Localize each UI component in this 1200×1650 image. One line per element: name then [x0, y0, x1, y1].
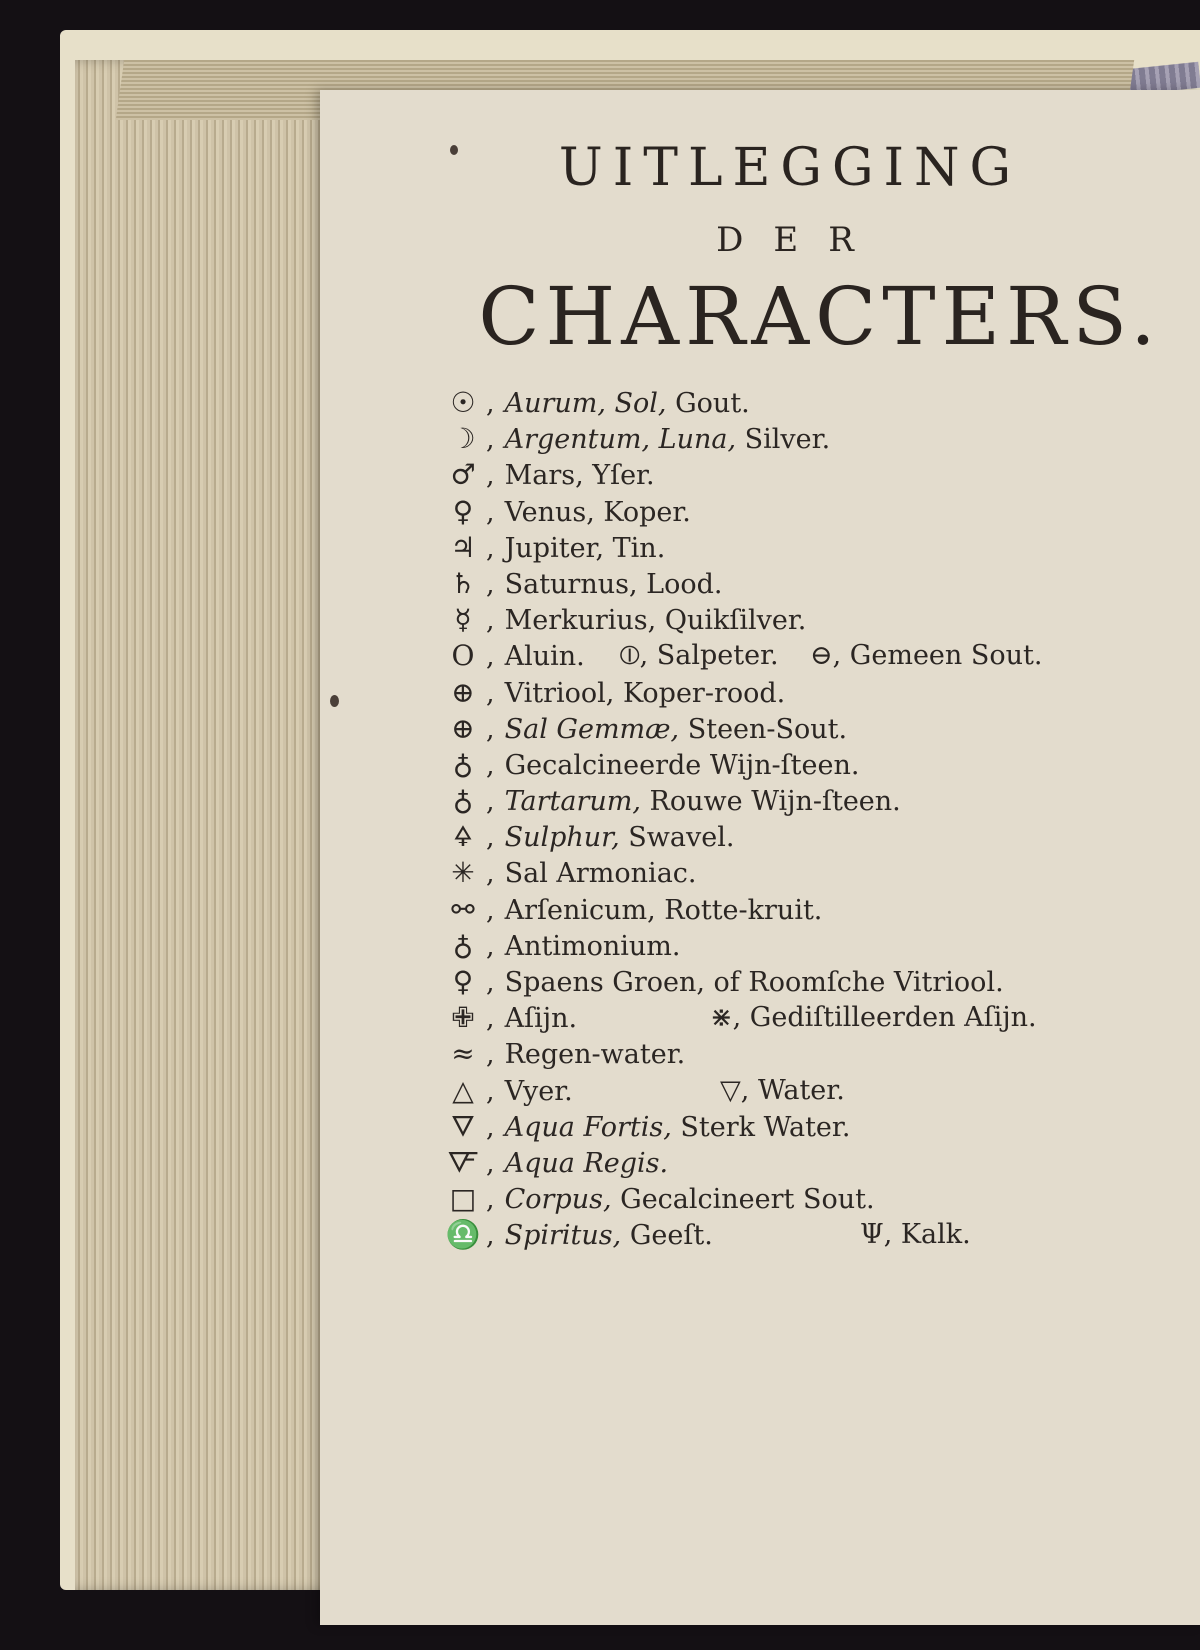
- dutch-name: Jupiter, Tin.: [504, 532, 666, 564]
- dutch-name: Arſenicum, Rotte-kruit.: [504, 894, 823, 926]
- title-line-2: DER: [716, 220, 884, 260]
- dutch-name: Rouwe Wijn-ſteen.: [649, 786, 901, 818]
- alchemical-symbol-icon: ☿: [454, 603, 472, 637]
- alchemical-symbol-icon: ≈: [451, 1037, 475, 1071]
- secondary-entry: ⋇, Gediſtilleerden Aſijn.: [710, 1002, 1037, 1034]
- list-item: ✙ , Aſijn. ⋇, Gediſtilleerden Aſijn.: [440, 1000, 1200, 1036]
- list-item: ♄ , Saturnus, Lood.: [440, 566, 1200, 602]
- dutch-name: Gout.: [675, 388, 750, 419]
- latin-name: Aqua Regis.: [504, 1147, 669, 1179]
- list-item: ♁ , Tartarum, Rouwe Wijn-ſteen.: [440, 783, 1200, 819]
- dutch-name: Venus, Koper.: [504, 496, 691, 528]
- alchemical-symbol-icon: ✙: [451, 1001, 475, 1035]
- alchemical-symbol-icon: ⊕: [451, 711, 475, 745]
- list-item: ♀ , Venus, Koper.: [440, 494, 1200, 530]
- character-list: [440, 385, 1200, 1254]
- page-edges: [75, 60, 340, 1590]
- list-item: O , Aluin. ⦶, Salpeter. ⊖, Gemeen Sout.: [440, 638, 1200, 674]
- dutch-name: Mars, Yſer.: [504, 460, 655, 492]
- dutch-name: Silver.: [744, 424, 831, 456]
- alchemical-symbol-icon: ♃: [450, 530, 476, 564]
- alchemical-symbol-icon: ☽: [450, 422, 476, 456]
- list-item: ⊕ , Vitriool, Koper-rood.: [440, 675, 1200, 711]
- alchemical-symbol-icon: ♀: [452, 965, 474, 998]
- list-item: ♁ , Antimonium.: [440, 928, 1200, 964]
- secondary-entry: Ψ, Kalk.: [860, 1219, 971, 1251]
- alchemical-symbol-icon: □: [449, 1182, 477, 1216]
- list-item: ♁ , Gecalcineerde Wijn-ſteen.: [440, 747, 1200, 783]
- alchemical-symbol-icon: ♎: [445, 1218, 481, 1252]
- list-item: □ , Corpus, Gecalcineert Sout.: [440, 1181, 1200, 1217]
- list-item: ☽ , Argentum, Luna, Silver.: [440, 421, 1200, 457]
- alchemical-symbol-icon: O: [451, 639, 475, 673]
- latin-name: Corpus,: [504, 1184, 612, 1216]
- dutch-name: Spaens Groen, of Roomſche Vitriool.: [504, 967, 1004, 998]
- dutch-name: Regen-water.: [504, 1039, 686, 1071]
- dutch-name: Gecalcineerde Wijn-ſteen.: [504, 749, 860, 781]
- dutch-name: Gecalcineert Sout.: [620, 1184, 875, 1216]
- list-item: 🜅 , Aqua Regis.: [440, 1145, 1200, 1181]
- list-item: ♎ , Spiritus, Geeſt. Ψ, Kalk.: [440, 1217, 1200, 1253]
- alchemical-symbol-icon: ⚯: [451, 892, 475, 926]
- list-item: ≈ , Regen-water.: [440, 1036, 1200, 1072]
- secondary-entry: ⦶, Salpeter.: [620, 640, 779, 672]
- ink-speck: [330, 695, 339, 707]
- latin-name: Sal Gemmæ,: [504, 713, 680, 745]
- dutch-name: Gediſtilleerden Aſijn.: [749, 1002, 1037, 1034]
- alchemical-symbol-icon: ♁: [452, 928, 474, 962]
- latin-name: Argentum, Luna,: [504, 424, 737, 456]
- list-item: ✳ , Sal Armoniac.: [440, 855, 1200, 891]
- latin-name: Spiritus,: [504, 1220, 622, 1252]
- alchemical-symbol-icon: ⊕: [451, 675, 475, 709]
- list-item: 🜄 , Aqua Fortis, Sterk Water.: [440, 1109, 1200, 1145]
- alchemical-symbol-icon: ♁: [452, 784, 474, 818]
- list-item: ♀ , Spaens Groen, of Roomſche Vitriool.: [440, 964, 1200, 1000]
- alchemical-symbol-icon: ✳: [451, 856, 475, 890]
- book-page: [320, 90, 1200, 1625]
- dutch-name: Kalk.: [900, 1219, 971, 1251]
- dutch-name: Aluin.: [504, 641, 585, 673]
- dutch-name: Merkurius, Quikſilver.: [504, 605, 807, 637]
- dutch-name: Steen-Sout.: [687, 713, 848, 745]
- latin-name: Aurum, Sol,: [504, 388, 667, 419]
- latin-name: Tartarum,: [504, 786, 641, 818]
- list-item: ☉ , Aurum, Sol, Gout.: [440, 385, 1200, 421]
- alchemical-symbol-icon: ☉: [450, 386, 476, 419]
- alchemical-symbol-icon: 🜄: [450, 1109, 476, 1143]
- list-item: △ , Vyer. ▽, Water.: [440, 1073, 1200, 1109]
- dutch-name: Water.: [757, 1074, 845, 1106]
- alchemical-symbol-icon: ♄: [450, 566, 476, 600]
- dutch-name: Saturnus, Lood.: [504, 568, 723, 600]
- alchemical-symbol-icon: ♂: [450, 458, 476, 492]
- dutch-name: Antimonium.: [504, 930, 681, 962]
- alchemical-symbol-icon: ⦶: [620, 640, 640, 672]
- dutch-name: Salpeter.: [656, 640, 779, 672]
- dutch-name: Aſijn.: [504, 1003, 578, 1035]
- title-line-3: CHARACTERS.: [478, 270, 1162, 363]
- alchemical-symbol-icon: ⋇: [710, 1002, 733, 1034]
- secondary-entry: ⊖, Gemeen Sout.: [810, 640, 1043, 672]
- secondary-entry: ▽, Water.: [720, 1074, 845, 1106]
- list-item: ⚯ , Arſenicum, Rotte-kruit.: [440, 892, 1200, 928]
- title-line-1: UITLEGGING: [558, 138, 1022, 198]
- dutch-name: Sal Armoniac.: [504, 858, 697, 890]
- alchemical-symbol-icon: 🜅: [447, 1145, 479, 1179]
- list-item: ☿ , Merkurius, Quikſilver.: [440, 602, 1200, 638]
- list-item: 🜍 , Sulphur, Swavel.: [440, 819, 1200, 855]
- alchemical-symbol-icon: ⊖: [810, 640, 833, 672]
- dutch-name: Geeſt.: [629, 1220, 713, 1252]
- list-item: ⊕ , Sal Gemmæ, Steen-Sout.: [440, 711, 1200, 747]
- latin-name: Sulphur,: [504, 822, 620, 854]
- latin-name: Aqua Fortis,: [504, 1111, 672, 1143]
- alchemical-symbol-icon: ▽: [720, 1074, 741, 1106]
- alchemical-symbol-icon: 🜍: [453, 820, 473, 854]
- dutch-name: Swavel.: [628, 822, 735, 854]
- alchemical-symbol-icon: Ψ: [860, 1219, 884, 1251]
- dutch-name: Vyer.: [504, 1075, 573, 1107]
- dutch-name: Vitriool, Koper-rood.: [504, 677, 786, 709]
- dutch-name: Sterk Water.: [680, 1111, 851, 1143]
- list-item: ♃ , Jupiter, Tin.: [440, 530, 1200, 566]
- list-item: ♂ , Mars, Yſer.: [440, 457, 1200, 493]
- alchemical-symbol-icon: △: [452, 1073, 474, 1107]
- dutch-name: Gemeen Sout.: [849, 640, 1043, 672]
- alchemical-symbol-icon: ♀: [452, 494, 474, 528]
- alchemical-symbol-icon: ♁: [452, 747, 474, 781]
